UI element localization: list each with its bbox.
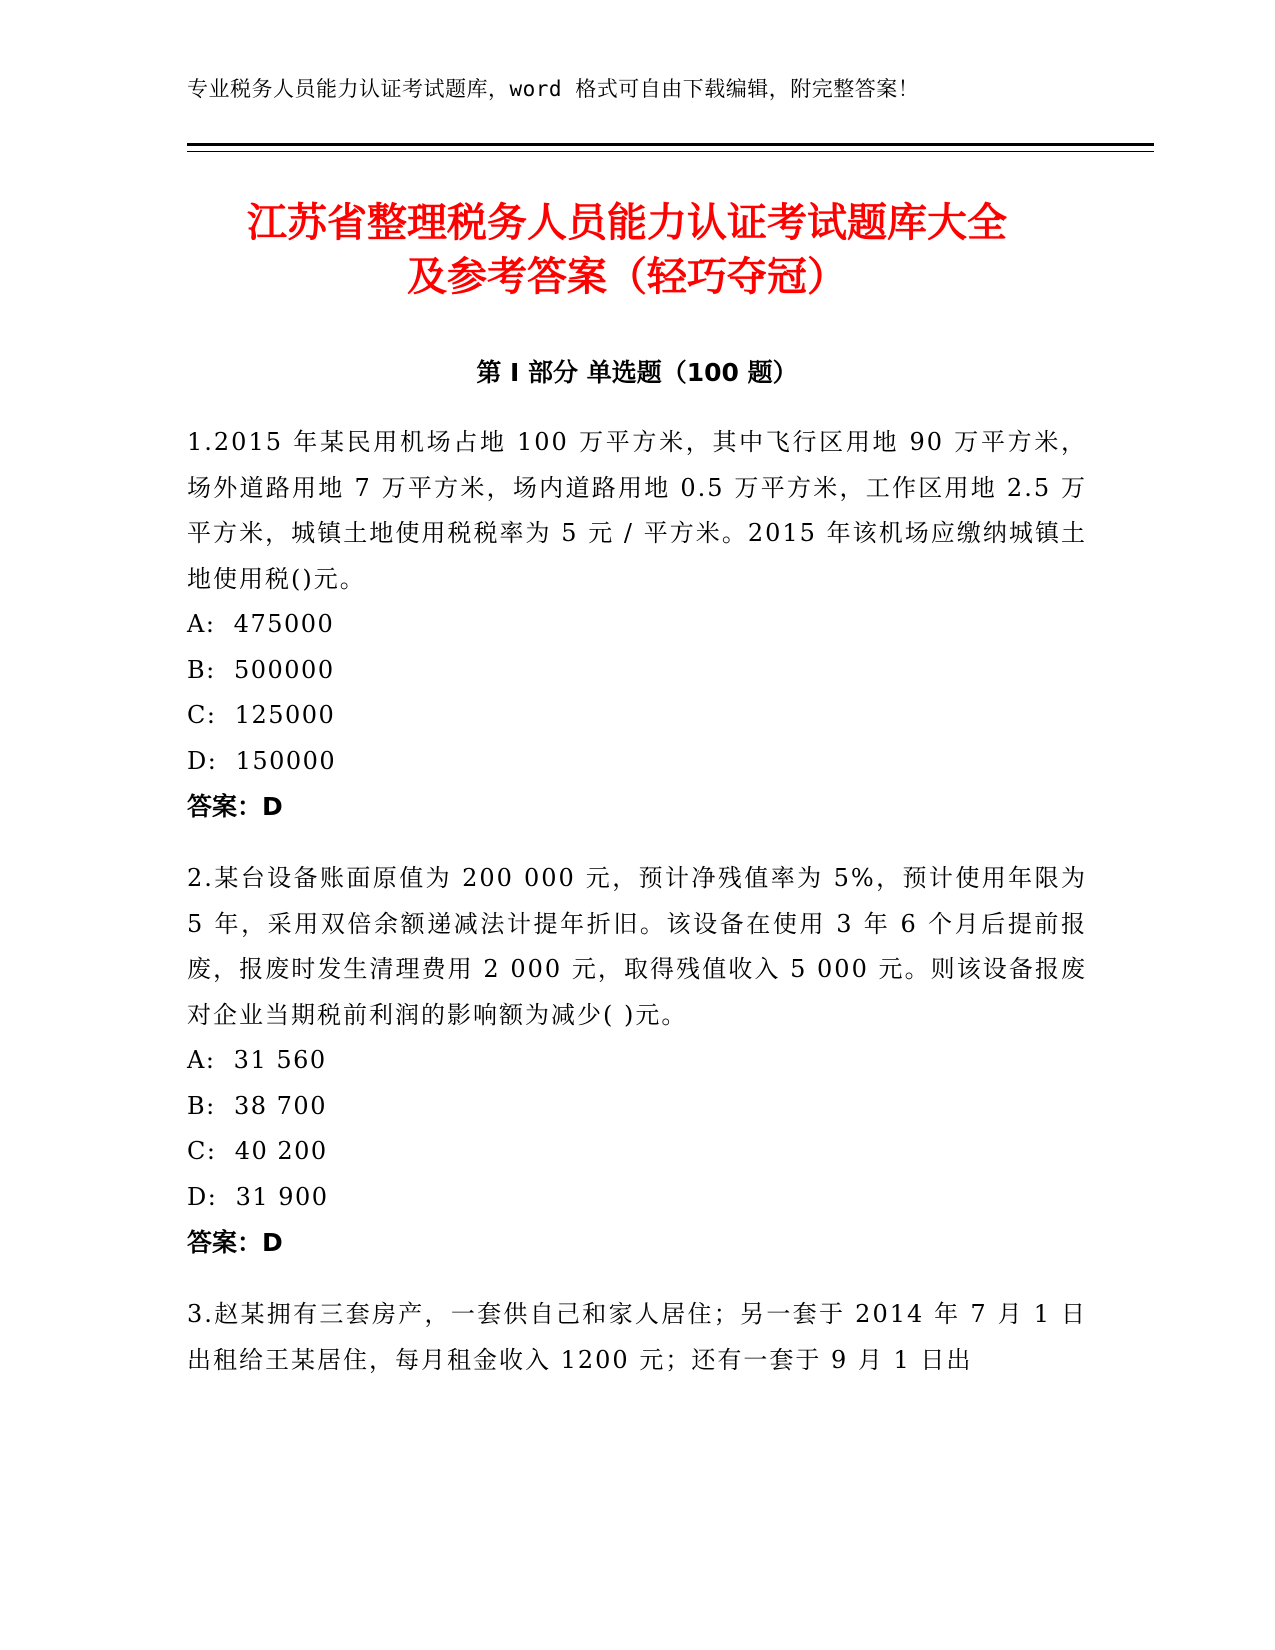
document-title: [187, 196, 1067, 304]
answer: 答案：D: [187, 1228, 283, 1257]
question-1: [187, 420, 1087, 830]
question-stem: 2.某台设备账面原值为 200 000 元，预计净残值率为 5%，预计使用年限为 5 年，采用双倍余额递减法计提年折旧。该设备在使用 3 年 6 个月后提前报废，报废时发生清理费用 2 000 元，取得残值收入 5 000 元。则该设备报废对企业当期税前利润的影响额为减少( )元。: [187, 864, 1087, 1029]
question-3: [187, 1292, 1087, 1383]
answer: 答案：D: [187, 792, 283, 821]
document-title-line-2: 及参考答案（轻巧夺冠）: [407, 254, 847, 300]
header-divider-thick: [187, 143, 1154, 146]
question-stem: 3.赵某拥有三套房产，一套供自己和家人居住；另一套于 2014 年 7 月 1 日出租给王某居住，每月租金收入 1200 元；还有一套于 9 月 1 日出: [187, 1300, 1087, 1374]
option-a: A: 475000: [187, 610, 335, 638]
option-a: A: 31 560: [187, 1046, 327, 1074]
document-title-line-1: 江苏省整理税务人员能力认证考试题库大全: [247, 200, 1007, 246]
section-title: 第 I 部分 单选题（100 题）: [476, 358, 798, 387]
option-b: B: 38 700: [187, 1091, 327, 1120]
option-d: D: 150000: [187, 746, 337, 775]
header-divider-thin: [187, 151, 1154, 152]
option-d: D: 31 900: [187, 1182, 329, 1211]
question-stem: 1.2015 年某民用机场占地 100 万平方米，其中飞行区用地 90 万平方米，场外道路用地 7 万平方米，场内道路用地 0.5 万平方米，工作区用地 2.5 万平方米，城镇土地使用税税率为 5 元 / 平方米。2015 年该机场应缴纳城镇土地使用税()元。: [187, 428, 1087, 593]
option-c: C: 40 200: [187, 1137, 328, 1165]
question-2: [187, 856, 1087, 1266]
header-note: 专业税务人员能力认证考试题库，word 格式可自由下载编辑，附完整答案！: [187, 77, 920, 101]
option-b: B: 500000: [187, 655, 335, 684]
option-c: C: 125000: [187, 701, 336, 729]
